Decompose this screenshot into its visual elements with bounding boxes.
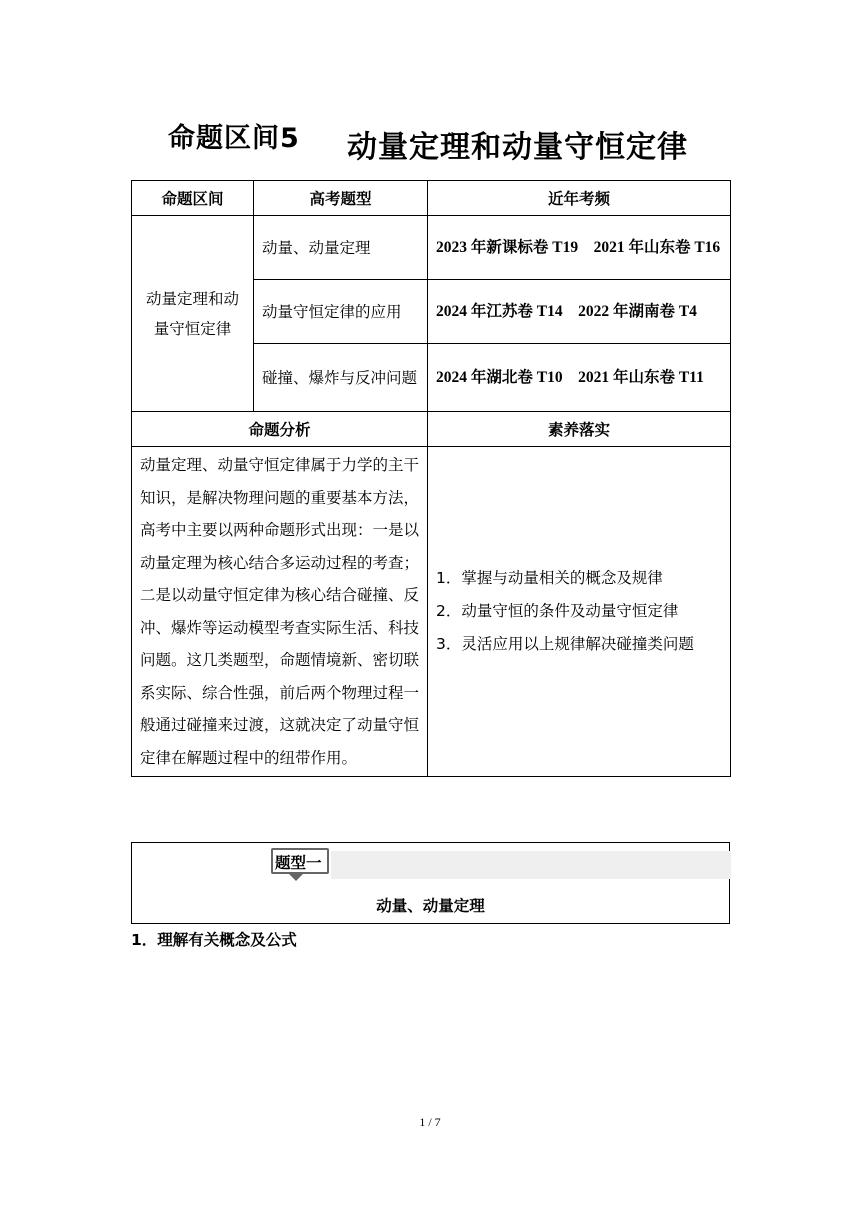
overview-table bbox=[131, 180, 731, 777]
header-zone: 命题区间 bbox=[132, 181, 254, 216]
chapter-label: 命题区间5 bbox=[168, 123, 300, 154]
header-freq: 近年考频 bbox=[428, 181, 731, 216]
section-heading: 1．理解有关概念及公式 bbox=[131, 931, 297, 949]
zone-cell: 动量定理和动量守恒定律 bbox=[132, 216, 254, 412]
type-cell: 动量、动量定理 bbox=[254, 216, 428, 280]
page-number: 1 / 7 bbox=[419, 1115, 441, 1129]
tag-arrow-icon bbox=[289, 874, 303, 881]
table-subheader-row bbox=[132, 412, 731, 447]
literacy-list bbox=[428, 447, 731, 777]
literacy-item: 1．掌握与动量相关的概念及规律 bbox=[436, 569, 663, 587]
table-row bbox=[132, 216, 731, 280]
analysis-header: 命题分析 bbox=[132, 412, 428, 447]
analysis-text: 动量定理、动量守恒定律属于力学的主干知识，是解决物理问题的重要基本方法，高考中主要以两种命题形式出现：一是以动量定理为核心结合多运动过程的考查；二是以动量守恒定律为核心结合碰撞、反冲、爆炸等运动模型考查实际生活、科技问题。这几类题型，命题情境新、密切联系实际、综合性强，前后两个物理过程一般通过碰撞来过渡，这就决定了动量守恒定律在解题过程中的纽带作用。 bbox=[132, 447, 428, 777]
literacy-header: 素养落实 bbox=[428, 412, 731, 447]
question-type-box bbox=[131, 842, 730, 924]
question-type-title: 动量、动量定理 bbox=[376, 897, 485, 915]
header-type: 高考题型 bbox=[254, 181, 428, 216]
tag-label: 题型一 bbox=[275, 854, 322, 872]
freq-cell: 2024 年湖北卷 T10 2021 年山东卷 T11 bbox=[428, 344, 731, 412]
freq-cell: 2023 年新课标卷 T19 2021 年山东卷 T16 bbox=[428, 216, 731, 280]
chapter-title: 动量定理和动量守恒定律 bbox=[347, 130, 688, 165]
tag-bar bbox=[331, 851, 731, 879]
type-cell: 动量守恒定律的应用 bbox=[254, 280, 428, 344]
type-cell: 碰撞、爆炸与反冲问题 bbox=[254, 344, 428, 412]
table-header-row bbox=[132, 181, 731, 216]
table-row bbox=[132, 447, 731, 777]
literacy-item: 3．灵活应用以上规律解决碰撞类问题 bbox=[436, 635, 694, 653]
page-title-row bbox=[0, 112, 860, 165]
freq-cell: 2024 年江苏卷 T14 2022 年湖南卷 T4 bbox=[428, 280, 731, 344]
literacy-item: 2．动量守恒的条件及动量守恒定律 bbox=[436, 602, 679, 620]
